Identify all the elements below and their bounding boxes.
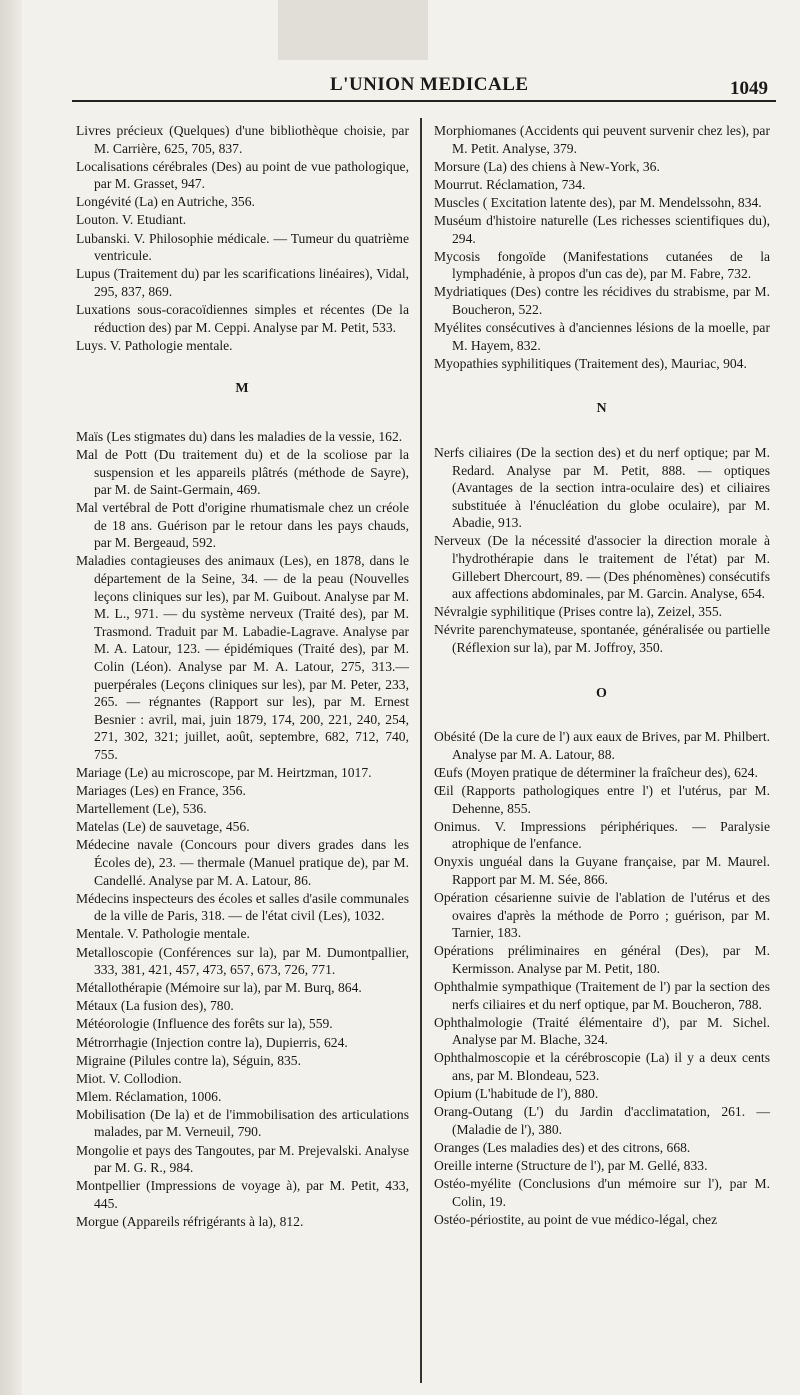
index-entry: Maïs (Les stigmates du) dans les maladies de la vessie, 162. [76,428,403,444]
index-entry: Louton. V. Etudiant. [76,212,187,228]
index-entry: Mal de Pott (Du traitement du) et de la scoliose par la suspension et les appareils plâtrés (méthode de Sayre), par M. de Saint-Germain, 469. [76,446,409,498]
index-entry: Métrorrhagie (Injection contre la), Dupierris, 624. [76,1034,348,1050]
index-entry: Ostéo-myélite (Conclusions d'un mémoire sur l'), par M. Colin, 19. [434,1175,770,1209]
index-entry: Mariages (Les) en France, 356. [76,783,246,799]
index-entry: Longévité (La) en Autriche, 356. [76,194,255,210]
index-entry: Métaux (La fusion des), 780. [76,998,234,1014]
index-entry: Nerfs ciliaires (De la section des) et du nerf optique; par M. Redard. Analyse par M. Petit, 888. — optiques (Avantages de la section intra-oculaire des) et ciliaires substituée à l'énucléation du globe oculaire), par M. Abadie, 913. [434,444,770,531]
page-number: 1049 [730,78,768,99]
header-rule [72,100,776,102]
index-entry: Morsure (La) des chiens à New-York, 36. [434,158,660,174]
index-entry: Ophthalmie sympathique (Traitement de l') par la section des nerfs ciliaires et du nerf optique, par M. Boucheron, 788. [434,978,770,1012]
index-entry: Luys. V. Pathologie mentale. [76,337,233,353]
index-entry: Metalloscopie (Conférences sur la), par M. Dumontpallier, 333, 381, 421, 457, 473, 657, 673, 726, 771. [76,944,409,978]
index-entry: Miot. V. Collodion. [76,1070,182,1086]
index-entry: Myopathies syphilitiques (Traitement des), Mauriac, 904. [434,355,747,371]
index-entry: Mycosis fongoïde (Manifestations cutanées de la lymphadénie, à propos d'un cas de), par M. Fabre, 732. [434,248,770,282]
index-entry: Météorologie (Influence des forêts sur la), 559. [76,1016,333,1032]
index-entry: Œufs (Moyen pratique de déterminer la fraîcheur des), 624. [434,764,758,780]
index-entry: Métallothérapie (Mémoire sur la), par M. Burq, 864. [76,980,362,996]
index-entry: Luxations sous-coracoïdiennes simples et récentes (De la réduction des) par M. Ceppi. Analyse par M. Petit, 533. [76,301,409,335]
index-entry: Mentale. V. Pathologie mentale. [76,926,250,942]
index-entry: Opération césarienne suivie de l'ablation de l'utérus et des ovaires d'après la méthode de Porro ; guérison, par M. Tarnier, 183. [434,889,770,941]
index-entry: Opium (L'habitude de l'), 880. [434,1086,599,1101]
index-entry: Ophthalmoscopie et la cérébroscopie (La) il y a deux cents ans, par M. Blondeau, 523. [434,1050,770,1083]
left-column [76,122,409,1231]
index-entry: Mongolie et pays des Tangoutes, par M. Prejevalski. Analyse par M. G. R., 984. [76,1142,409,1176]
section-letter-m: M [235,381,250,397]
index-entry: Onimus. V. Impressions périphériques. — Paralysie atrophique de l'enfance. [434,818,770,852]
index-entry: Livres précieux (Quelques) d'une bibliothèque choisie, par M. Carrière, 625, 705, 837. [76,123,409,156]
index-entry: Myélites consécutives à d'anciennes lésions de la moelle, par M. Hayem, 832. [434,320,770,353]
index-entry: Montpellier (Impressions de voyage à), par M. Petit, 433, 445. [76,1178,409,1211]
index-entry: Mal vertébral de Pott d'origine rhumatismale chez un créole de 18 ans. Guérison par le retour dans les pays chauds, par M. Bergeaud, 592. [76,500,409,551]
index-entry: Localisations cérébrales (Des) au point de vue pathologique, par M. Grasset, 947. [76,158,409,192]
index-entry: Orang-Outang (L') du Jardin d'acclimatation, 261. — (Maladie de l'), 380. [434,1104,770,1137]
index-entry: Muséum d'histoire naturelle (Les richesses scientifiques du), 294. [434,212,770,246]
index-entry: Matelas (Le) de sauvetage, 456. [76,819,250,835]
index-entry: Médecine navale (Concours pour divers grades dans les Écoles de), 23. — thermale (Manuel pratique de), par M. Candellé. Analyse par M. A. Latour, 86. [76,837,409,888]
index-entry: Migraine (Pilules contre la), Séguin, 835. [76,1052,302,1068]
index-entry: Morgue (Appareils réfrigérants à la), 812. [76,1213,304,1229]
journal-title: L'UNION MEDICALE [330,74,529,95]
column-divider [420,118,422,1383]
page-binding-shadow [0,0,22,1395]
index-entry: Mydriatiques (Des) contre les récidives du strabisme, par M. Boucheron, 522. [434,284,770,317]
right-column [434,122,770,1229]
index-entry: Oreille interne (Structure de l'), par M. Gellé, 833. [434,1157,708,1173]
index-entry: Mourrut. Réclamation, 734. [434,176,586,192]
section-letter-n: N [596,401,608,417]
index-entry: Mlem. Réclamation, 1006. [76,1088,222,1104]
page-stain [278,0,428,60]
index-entry: Ostéo-périostite, au point de vue médico-légal, chez [434,1211,718,1227]
index-entry: Maladies contagieuses des animaux (Les), en 1878, dans le département de la Seine, 34. — de la peau (Nouvelles leçons cliniques sur les), par M. Guibout. Analyse par M. M. L., 971. — du système nerveux (Traité des), par M. Trasmond. Traduit par M. Labadie-Lagrave. Analyse par M. A. Latour, 123. — épidémiques (Traité des), par M. Colin (Léon). Analyse par M. A. Latour, 275, 313.— puerpérales (Leçons cliniques sur les), par M. Peter, 233, 265. — régnantes (Rapport sur les), par M. Ernest Besnier : avril, mai, juin 1879, 174, 200, 221, 240, 254, 271, 302, 321; juillet, août, septembre, 682, 712, 740, 755. [76,553,409,762]
index-entry: Névrite parenchymateuse, spontanée, généralisée ou partielle (Réflexion sur la), par M. Joffroy, 350. [434,622,770,655]
section-letter-o: O [596,685,608,701]
index-entry: Névralgie syphilitique (Prises contre la), Zeizel, 355. [434,604,723,620]
index-entry: Lupus (Traitement du) par les scarifications linéaires), Vidal, 295, 837, 869. [76,266,409,299]
index-entry: Ophthalmologie (Traité élémentaire d'), par M. Sichel. Analyse par M. Blache, 324. [434,1014,770,1048]
index-entry: Œil (Rapports pathologiques entre l') et l'utérus, par M. Dehenne, 855. [434,782,770,816]
index-entry: Obésité (De la cure de l') aux eaux de Brives, par M. Philbert. Analyse par M. A. Latour, 88. [434,729,770,762]
index-entry: Onyxis unguéal dans la Guyane française, par M. Maurel. Rapport par M. M. Sée, 866. [434,854,770,887]
index-entry: Médecins inspecteurs des écoles et salles d'asile communales de la ville de Paris, 318. — de l'état civil (Les), 1032. [76,890,409,924]
index-entry: Opérations préliminaires en général (Des), par M. Kermisson. Analyse par M. Petit, 180. [434,943,770,976]
index-entry: Mobilisation (De la) et de l'immobilisation des articulations malades, par M. Verneuil, 790. [76,1106,409,1140]
index-entry: Lubanski. V. Philosophie médicale. — Tumeur du quatrième ventricule. [76,230,409,264]
index-entry: Muscles ( Excitation latente des), par M. Mendelssohn, 834. [434,194,762,210]
index-entry: Nerveux (De la nécessité d'associer la direction morale à l'hydrothérapie dans le traitement de l'état) par M. Gillebert Dhercourt, 89. — (Des phénomènes) consécutifs aux affections abdominales, par M. Garcin. Analyse, 654. [434,533,770,602]
index-entry: Mariage (Le) au microscope, par M. Heirtzman, 1017. [76,765,372,781]
index-entry: Martellement (Le), 536. [76,801,207,817]
index-entry: Morphiomanes (Accidents qui peuvent survenir chez les), par M. Petit. Analyse, 379. [434,123,770,156]
index-entry: Oranges (Les maladies des) et des citrons, 668. [434,1139,691,1155]
